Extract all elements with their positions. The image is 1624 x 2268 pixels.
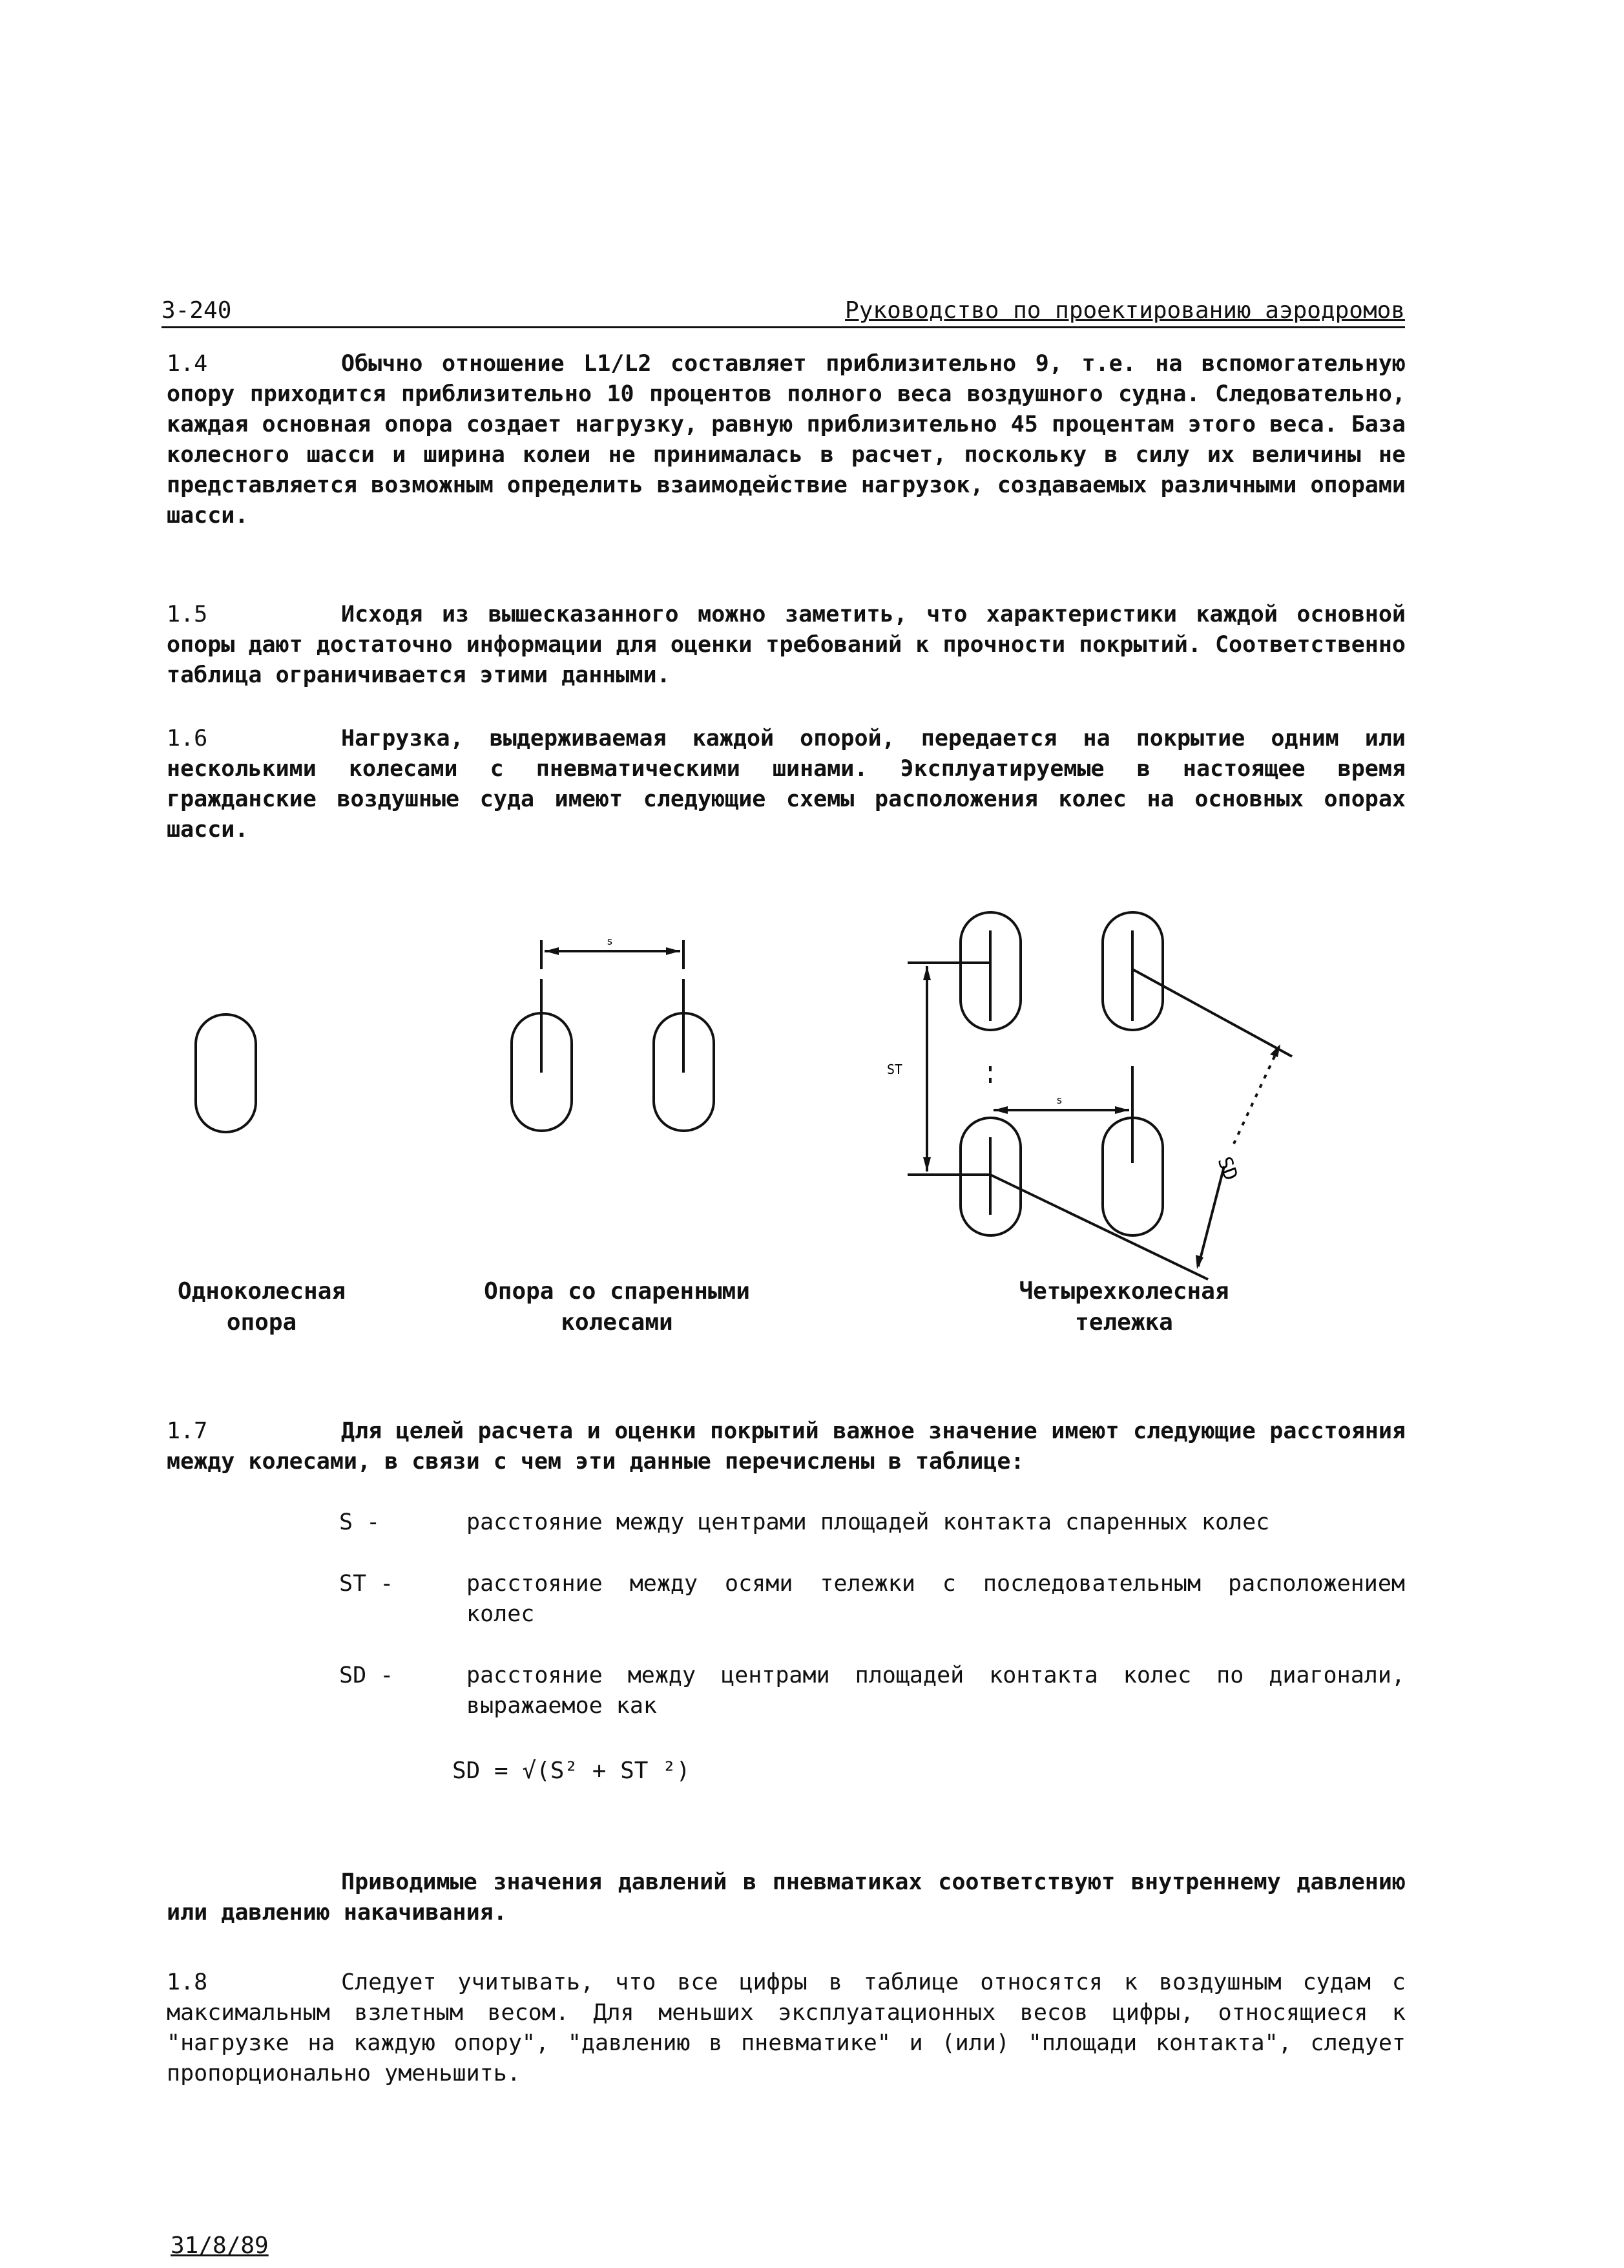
label-line: опора (226, 1309, 297, 1336)
document-title: Руководство по проектированию аэродромов (845, 297, 1405, 324)
paragraph-text: Приводимые значения давлений в пневматиках соответствуют внутреннему давлению или давлению накачивания. (167, 1869, 1406, 1926)
dim-st: ST (886, 1062, 903, 1077)
paragraph-text: Исходя из вышесказанного можно заметить, что характеристики каждой основной опоры дают достаточно информации для оценки требований к прочности покрытий. Соответственно таблица ограничивается этими данными. (167, 602, 1406, 688)
definition-symbol: SD - (339, 1663, 394, 1688)
paragraph-text: Нагрузка, выдерживаемая каждой опорой, передается на покрытие одним или несколькими колесами с пневматическими шинами. Эксплуатируемые в настоящее время гражданские воздушные суда имеют следующие схемы расположения колес на основных опорах шасси. (167, 726, 1406, 843)
label-bogie (995, 1276, 1253, 1338)
paragraph-number: 1.7 (167, 1418, 208, 1444)
definition-text: расстояние между осями тележки с последовательным расположением колес (466, 1571, 1405, 1627)
paragraph-text: Для целей расчета и оценки покрытий важное значение имеют следующие расстояния между колесами, в связи с чем эти данные перечислены в таблице: (167, 1418, 1406, 1475)
paragraph-number: 1.6 (167, 726, 208, 751)
label-single-wheel (165, 1276, 359, 1338)
paragraph-1-8 (167, 1968, 1406, 2089)
label-line: Опора со спаренными (484, 1278, 750, 1305)
single-wheel (196, 1014, 256, 1132)
paragraph-number: 1.4 (167, 351, 208, 377)
label-dual-wheel (475, 1276, 759, 1338)
paragraph-text: Обычно отношение L1/L2 составляет приблизительно 9, т.е. на вспомогательную опору приходится приблизительно 10 процентов полного веса воздушного судна. Следовательно, каждая основная опора создает нагрузку, равную приблизительно 45 процентам этого веса. База колесного шасси и ширина колеи не принималась в расчет, поскольку в силу их величины не представляется возможным определить взаимодействие нагрузок, создаваемых различными опорами шасси. (167, 351, 1406, 529)
definition-s (339, 1507, 1405, 1538)
paragraph-1-7 (167, 1416, 1406, 1477)
definition-text: расстояние между центрами площадей контакта спаренных колес (466, 1509, 1270, 1535)
paragraph-text: Следует учитывать, что все цифры в таблице относятся к воздушным судам с максимальным взлетным весом. Для меньших эксплуатационных весов цифры, относящиеся к "нагрузке на каждую опору", "давлению в пневматике" и (или) "площади контакта", следует пропорционально уменьшить. (167, 1969, 1406, 2086)
definition-symbol: S - (339, 1509, 380, 1535)
paragraph-number: 1.8 (167, 1969, 208, 1995)
definition-text: расстояние между центрами площадей контакта колес по диагонали, выражаемое как (466, 1663, 1405, 1719)
paragraph-number: 1.5 (167, 602, 208, 627)
label-line: Одноколесная (177, 1278, 346, 1305)
dim-s-bogie: s (1056, 1094, 1063, 1106)
footer-date: 31/8/89 (171, 2232, 269, 2259)
pressure-note (167, 1867, 1406, 1928)
paragraph-1-6 (167, 724, 1406, 845)
gear-layout-diagram (0, 892, 1624, 1292)
paragraph-1-5 (167, 600, 1406, 691)
label-line: Четырехколесная (1019, 1278, 1229, 1305)
label-line: колесами (561, 1309, 673, 1336)
sd-formula: SD = √(S² + ST ²) (452, 1758, 691, 1784)
page-number: 3-240 (161, 297, 232, 324)
page-header (161, 294, 1405, 328)
definition-sd (339, 1661, 1405, 1721)
label-line: тележка (1075, 1309, 1173, 1336)
paragraph-1-4 (167, 349, 1406, 531)
dim-sd: SD (1213, 1153, 1242, 1184)
definition-st (339, 1569, 1405, 1630)
dim-s-dual: s (607, 935, 613, 947)
definition-symbol: ST - (339, 1571, 394, 1597)
